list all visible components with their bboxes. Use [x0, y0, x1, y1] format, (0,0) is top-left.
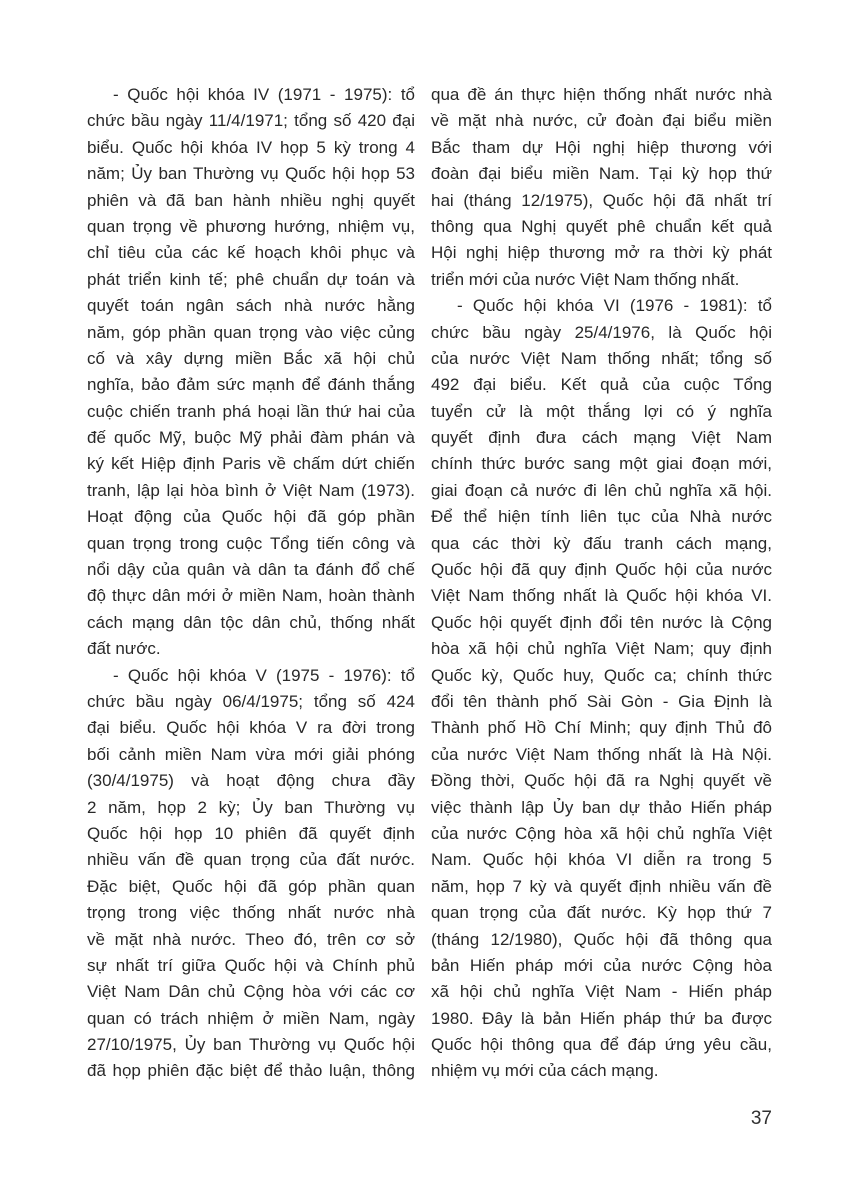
text-line: cách mạng dân tộc dân chủ, thống nhất — [87, 612, 415, 632]
text-line: qua đề án thực hiện thống nhất nước nhà — [431, 85, 772, 104]
text-line: chỉ tiêu của các kế hoạch khôi phục và — [87, 243, 415, 263]
text-line: Quốc hội họp 10 phiên đã quyết định — [87, 823, 415, 843]
text-line: Hoạt động của Quốc hội đã góp phần — [87, 507, 415, 527]
text-line: xã hội chủ nghĩa Việt Nam - Hiến pháp — [431, 982, 772, 1002]
text-line: Đồng thời, Quốc hội đã ra Nghị quyết về — [431, 771, 772, 791]
text-line: sự nhất trí giữa Quốc hội và Chính phủ — [87, 955, 415, 975]
text-column-left — [87, 82, 415, 1085]
text-line: năm, góp phần quan trọng vào việc củng — [87, 322, 415, 342]
text-line: hòa xã hội chủ nghĩa Việt Nam; quy định — [431, 639, 772, 659]
text-line: Thành phố Hồ Chí Minh; quy định Thủ đô — [431, 718, 772, 738]
text-line: đoàn đại biểu miền Nam. Tại kỳ họp thứ — [431, 164, 772, 184]
text-line: quan trọng trong cuộc Tổng tiến công và — [87, 533, 415, 553]
text-line: (30/4/1975) và hoạt động chưa đầy — [87, 771, 415, 791]
text-line: của nước Cộng hòa xã hội chủ nghĩa Việt — [431, 823, 772, 843]
text-column-right — [431, 82, 772, 1085]
text-line: quyết toán ngân sách nhà nước hằng — [87, 296, 415, 316]
text-line: đổi tên thành phố Sài Gòn - Gia Định là — [431, 691, 772, 711]
text-line: chức bầu ngày 25/4/1976, là Quốc hội — [431, 322, 772, 342]
text-line: Bắc tham dự Hội nghị hiệp thương với — [431, 137, 772, 157]
text-line: (tháng 12/1980), Quốc hội đã thông qua — [431, 929, 772, 949]
text-line: bản Hiến pháp mới của nước Cộng hòa — [431, 955, 772, 975]
text-line: cố và xây dựng miền Bắc xã hội chủ — [87, 348, 415, 368]
text-line: đại biểu. Quốc hội khóa V ra đời trong — [87, 718, 415, 738]
text-line: của nước Việt Nam thống nhất; tổng số — [431, 348, 772, 368]
text-line: quan có trách nhiệm ở miền Nam, ngày — [87, 1008, 415, 1028]
text-line: Hội nghị hiệp thương mở ra thời kỳ phát — [431, 243, 772, 263]
text-line: Đặc biệt, Quốc hội đã góp phần quan — [87, 876, 415, 896]
text-line: chức bầu ngày 06/4/1975; tổng số 424 — [87, 691, 415, 711]
text-line: của nước Việt Nam thống nhất là Hà Nội. — [431, 744, 772, 764]
text-line: biểu. Quốc hội khóa IV họp 5 kỳ trong 4 — [87, 137, 415, 157]
text-line: 27/10/1975, Ủy ban Thường vụ Quốc hội — [87, 1035, 415, 1055]
text-line: đã họp phiên đặc biệt để thảo luận, thông — [87, 1061, 415, 1081]
text-line: nhiều vấn đề quan trọng của đất nước. — [87, 850, 415, 870]
text-line: năm; Ủy ban Thường vụ Quốc hội họp 53 — [87, 164, 415, 184]
text-line: Quốc kỳ, Quốc huy, Quốc ca; chính thức — [431, 665, 772, 685]
text-line: 492 đại biểu. Kết quả của cuộc Tổng — [431, 375, 772, 395]
text-line: tuyển cử là một thắng lợi có ý nghĩa — [431, 401, 772, 421]
text-line: chính thức bước sang một giai đoạn mới, — [431, 454, 772, 474]
text-line: quan trọng của đất nước. Kỳ họp thứ 7 — [431, 903, 772, 923]
text-line: Quốc hội quyết định đổi tên nước là Cộng — [431, 612, 772, 632]
text-line: độ thực dân mới ở miền Nam, hoàn thành — [87, 586, 415, 606]
text-line: nhiệm vụ mới của cách mạng. — [431, 1061, 659, 1081]
text-line: 1980. Đây là bản Hiến pháp thứ ba được — [431, 1008, 772, 1028]
text-line: 2 năm, họp 2 kỳ; Ủy ban Thường vụ — [87, 797, 415, 817]
text-line: Việt Nam thống nhất là Quốc hội khóa VI. — [431, 586, 772, 606]
text-line: về mặt nhà nước, cử đoàn đại biểu miền — [431, 111, 772, 131]
text-line: đất nước. — [87, 639, 161, 659]
text-line: Việt Nam Dân chủ Cộng hòa với các cơ — [87, 982, 415, 1002]
text-line: về mặt nhà nước. Theo đó, trên cơ sở — [87, 929, 415, 949]
text-line: hai (tháng 12/1975), Quốc hội đã nhất trí — [431, 190, 772, 210]
text-line: Để thể hiện tính liên tục của Nhà nước — [431, 507, 772, 527]
text-line: qua các thời kỳ đấu tranh cách mạng, — [431, 533, 772, 553]
text-line: nghĩa, bảo đảm sức mạnh để đánh thắng — [87, 375, 415, 395]
text-line: việc thành lập Ủy ban dự thảo Hiến pháp — [431, 797, 772, 817]
text-line: phiên và đã ban hành nhiều nghị quyết — [87, 190, 415, 210]
text-line: chức bầu ngày 11/4/1971; tổng số 420 đại — [87, 111, 415, 131]
text-line: ký kết Hiệp định Paris về chấm dứt chiến — [87, 454, 415, 474]
text-line: thông qua Nghị quyết phê chuẩn kết quả — [431, 216, 772, 236]
text-line: triển mới của nước Việt Nam thống nhất. — [431, 269, 740, 289]
text-line: nổi dậy của quân và dân ta đánh đổ chế — [87, 560, 415, 580]
text-line: trọng trong việc thống nhất nước nhà — [87, 903, 415, 923]
text-line: Quốc hội thông qua để đáp ứng yêu cầu, — [431, 1035, 772, 1055]
text-line: - Quốc hội khóa VI (1976 - 1981): tổ — [457, 296, 772, 316]
text-line: - Quốc hội khóa V (1975 - 1976): tổ — [113, 665, 415, 685]
text-line: quan trọng về phương hướng, nhiệm vụ, — [87, 216, 415, 236]
text-line: Quốc hội đã quy định Quốc hội của nước — [431, 560, 772, 580]
text-line: cuộc chiến tranh phá hoại lần thứ hai của — [87, 401, 415, 421]
text-line: tranh, lập lại hòa bình ở Việt Nam (1973). — [87, 480, 415, 500]
text-line: đế quốc Mỹ, buộc Mỹ phải đàm phán và — [87, 428, 415, 448]
text-line: Nam. Quốc hội khóa VI diễn ra trong 5 — [431, 850, 772, 870]
text-line: năm, họp 7 kỳ và quyết định nhiều vấn đề — [431, 876, 772, 896]
text-line: - Quốc hội khóa IV (1971 - 1975): tổ — [113, 85, 415, 104]
page-number: 37 — [750, 1108, 772, 1129]
text-line: bối cảnh miền Nam vừa mới giải phóng — [87, 744, 415, 764]
text-line: quyết định đưa cách mạng Việt Nam — [431, 428, 772, 448]
text-line: phát triển kinh tế; phê chuẩn dự toán và — [87, 269, 415, 289]
text-line: giai đoạn cả nước đi lên chủ nghĩa xã hội. — [431, 480, 772, 500]
